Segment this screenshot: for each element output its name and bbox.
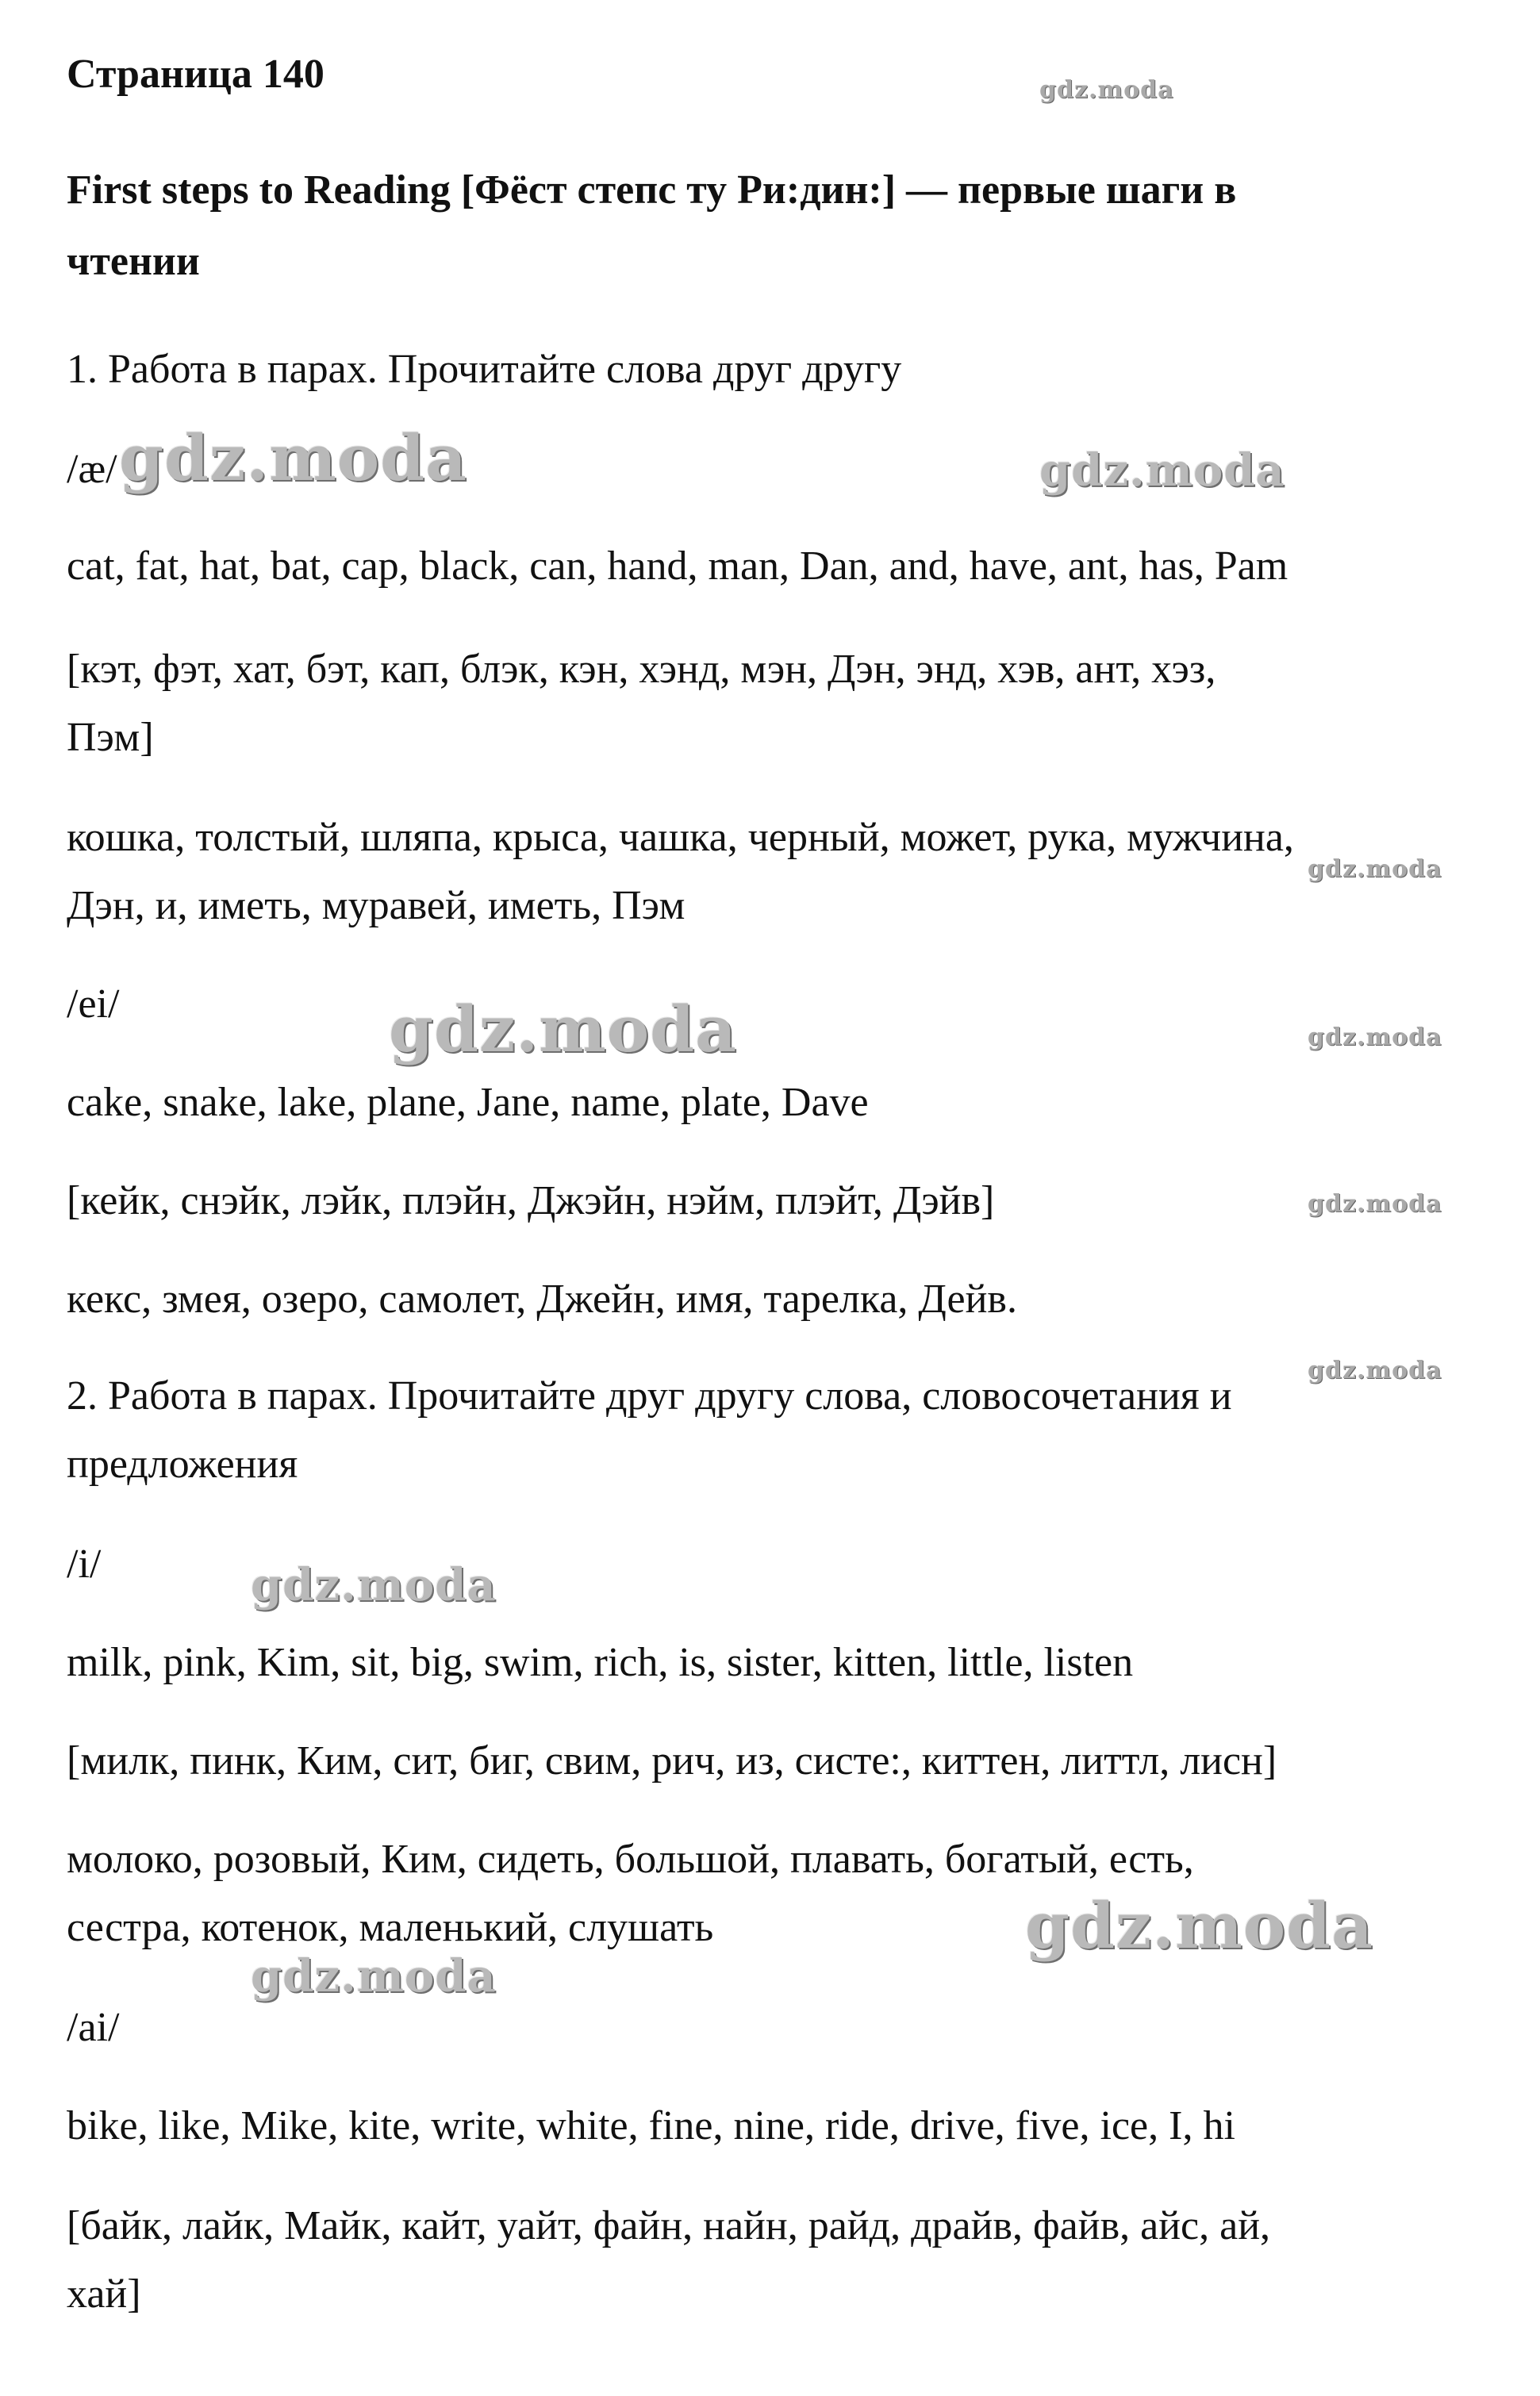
ei-words-english: cake, snake, lake, plane, Jane, name, plate, Dave [67, 1080, 869, 1125]
task-2-instruction-1: 2. Работа в парах. Прочитайте друг другу слова, словосочетания и [67, 1373, 1232, 1419]
sound-ae-label: /æ/ [67, 447, 117, 492]
watermark: gdz.moda [1308, 1357, 1442, 1384]
watermark: gdz.moda [389, 992, 737, 1066]
watermark: gdz.moda [119, 420, 467, 495]
watermark: gdz.moda [1025, 1888, 1373, 1963]
watermark: gdz.moda [1039, 76, 1174, 104]
task-1-instruction: 1. Работа в парах. Прочитайте слова друг другу [67, 347, 902, 392]
ae-words-translation-2: Дэн, и, иметь, муравей, иметь, Пэм [67, 883, 686, 928]
watermark: gdz.moda [1039, 444, 1285, 497]
page-title: Страница 140 [67, 52, 325, 97]
task-2-instruction-2: предложения [67, 1442, 298, 1487]
watermark: gdz.moda [251, 1559, 497, 1611]
ae-words-transcription-1: [кэт, фэт, хат, бэт, кап, блэк, кэн, хэнд, мэн, Дэн, энд, хэв, ант, хэз, [67, 647, 1216, 692]
watermark: gdz.moda [251, 1950, 497, 2002]
ei-words-transcription: [кейк, снэйк, лэйк, плэйн, Джэйн, нэйм, плэйт, Дэйв] [67, 1178, 995, 1223]
sound-i-label: /i/ [67, 1542, 102, 1587]
ae-words-translation-1: кошка, толстый, шляпа, крыса, чашка, черный, может, рука, мужчина, [67, 815, 1294, 860]
sound-ei-label: /ei/ [67, 981, 120, 1027]
watermark: gdz.moda [1308, 1023, 1442, 1051]
i-words-translation-1: молоко, розовый, Ким, сидеть, большой, плавать, богатый, есть, [67, 1837, 1194, 1882]
watermark: gdz.moda [1308, 1190, 1442, 1218]
ai-words-transcription-1: [байк, лайк, Майк, кайт, уайт, файн, найн, райд, драйв, файв, айс, ай, [67, 2203, 1271, 2248]
ai-words-english: bike, like, Mike, kite, write, white, fine, nine, ride, drive, five, ice, I, hi [67, 2103, 1235, 2148]
section-heading-line-1: First steps to Reading [Фёст степс ту Ри:дин:] — первые шаги в [67, 167, 1237, 213]
i-words-transcription: [милк, пинк, Ким, сит, биг, свим, рич, из, систе:, киттен, литтл, лисн] [67, 1738, 1277, 1784]
ei-words-translation: кекс, змея, озеро, самолет, Джейн, имя, тарелка, Дейв. [67, 1277, 1017, 1322]
sound-ai-label: /ai/ [67, 2005, 120, 2050]
section-heading-line-2: чтении [67, 239, 200, 284]
ai-words-transcription-2: хай] [67, 2271, 141, 2317]
watermark: gdz.moda [1308, 855, 1442, 883]
ae-words-english: cat, fat, hat, bat, cap, black, can, hand, man, Dan, and, have, ant, has, Pam [67, 543, 1288, 589]
ae-words-transcription-2: Пэм] [67, 715, 154, 760]
i-words-translation-2: сестра, котенок, маленький, слушать [67, 1905, 714, 1950]
i-words-english: milk, pink, Kim, sit, big, swim, rich, is, sister, kitten, little, listen [67, 1640, 1134, 1685]
